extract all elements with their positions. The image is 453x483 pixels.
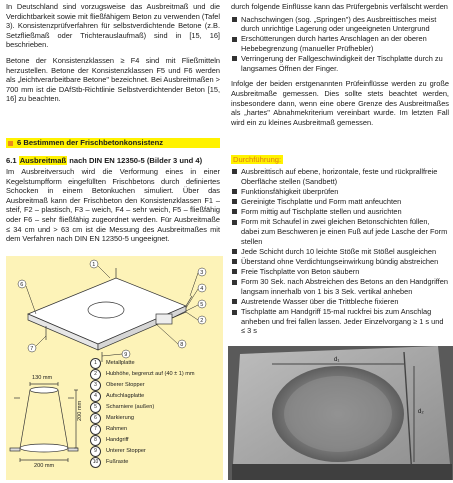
- bullet-icon: [232, 169, 237, 174]
- legend-item: 10 Fußraste: [90, 457, 195, 468]
- procedure-heading: Durchführung:: [233, 155, 282, 164]
- bullet-icon: [232, 299, 237, 304]
- svg-text:8: 8: [180, 342, 184, 348]
- bullet-icon: [232, 280, 237, 285]
- legend-item: 7 Rahmen: [90, 424, 195, 435]
- list-item: Funktionsfähigkeit überprüfen: [231, 187, 449, 197]
- d2-label: d₂: [418, 409, 424, 415]
- svg-text:7: 7: [30, 346, 34, 352]
- flow-table-diagram: [6, 256, 223, 480]
- spread-test-photo: [228, 346, 453, 480]
- bullet-icon: [232, 56, 237, 61]
- legend-item: 3 Oberer Stopper: [90, 380, 195, 391]
- svg-text:5: 5: [200, 302, 204, 308]
- subsection-paragraph: Im Ausbreitversuch wird die Verformung eines in einer Kegelstumpfform eingefüllten Frischbetons durch definiertes Schocken in einem Betonkuchen simuliert. Über das Ausbreitmaß kann der Frischbeton den Konsistenzklassen F1 – steif, F2 – plastisch, F3 – weich, F4 – sehr weich, F5 – fließfähig oder F6 – sehr fließfähig zugeordnet werden. Für Ausbreitmaße ≤ 34 cm und > 63 cm ist die Messung des Ausbreitmaßes mit dem Verfahren nach DIN EN 12350-5 ungeeignet.: [6, 167, 220, 244]
- list-item: Verringerung der Fallgeschwindigkeit der Tischplatte durch zu langsames Öffnen der Finger.: [231, 54, 449, 73]
- bullet-icon: [232, 37, 237, 42]
- legend-item: 5 Scharniere (außen): [90, 402, 195, 413]
- bullet-icon: [232, 259, 237, 264]
- bullet-icon: [232, 209, 237, 214]
- bullet-icon: [232, 269, 237, 274]
- list-item: Jede Schicht durch 10 leichte Stöße mit Stößel ausgleichen: [231, 247, 449, 257]
- bullet-icon: [232, 249, 237, 254]
- list-item: Tischplatte am Handgriff 15-mal ruckfrei bis zum Anschlag anheben und frei fallen lassen. Jeder Einzelvorgang ≥ 1 s und ≤ 3 s: [231, 307, 449, 336]
- figure-legend: [90, 358, 195, 468]
- paragraph-intro-2: Betone der Konsistenzklassen ≥ F4 sind mit Fließmitteln herzustellen. Betone der Konsistenzklassen F5 und F6 werden als „leichtverarbeitbare Betone" bezeichnet. Bei Ausbreitmaßen > 700 mm ist die DAfStb-Richtlinie Selbstverdichtender Beton [15, 16] zu beachten.: [6, 55, 220, 104]
- influence-list: [231, 15, 449, 74]
- paragraph-intro-1: In Deutschland sind vorzugsweise das Ausbreitmaß und die Verdichtbarkeit sowie mit fließfähigem Beton zu verwenden (Tafel 3). Konsistenzprüfverfahren für selbstverdichtende Betone (z.B. Setzfließmaß oder Trichterauslaufmaß) sind in [15, 16] beschrieben.: [6, 2, 220, 50]
- left-column-intro: [6, 2, 220, 110]
- bullet-icon: [232, 17, 237, 22]
- subsection-keyword: Ausbreitmaß: [19, 156, 67, 165]
- list-item: Austretende Wasser über die Trittbleche fixieren: [231, 297, 449, 307]
- svg-text:4: 4: [200, 286, 204, 292]
- legend-item: 2 Hubhöhe, begrenzt auf (40 ± 1) mm: [90, 369, 195, 380]
- legend-item: 6 Markierung: [90, 413, 195, 424]
- svg-text:2: 2: [200, 318, 204, 324]
- list-item: Form mit Schaufel in zwei gleichen Betonschichten füllen, dabei zum Beschweren je einen Fuß auf jede Lasche der Form stellen: [231, 217, 449, 246]
- dimension-top: 130 mm: [32, 375, 53, 381]
- bullet-icon: [232, 220, 237, 225]
- list-item: Form mittig auf Tischplatte stellen und ausrichten: [231, 207, 449, 217]
- bullet-icon: [232, 199, 237, 204]
- svg-text:1: 1: [92, 262, 96, 268]
- right-column: [231, 2, 449, 133]
- section-heading: 6 Bestimmen der Frischbetonkonsistenz: [6, 138, 220, 148]
- subsection-heading: 6.1 Ausbreitmaß nach DIN EN 12350-5 (Bilder 3 und 4): [6, 156, 203, 165]
- bullet-icon: [232, 310, 237, 315]
- d1-label: d₁: [334, 357, 340, 363]
- list-item: Form 30 Sek. nach Abstreichen des Betons an den Handgriffen langsam innerhalb von 1 bis 3 Sek. vertikal anheben: [231, 277, 449, 296]
- dimension-side: 200 mm: [77, 400, 83, 421]
- legend-item: 9 Unterer Stopper: [90, 446, 195, 457]
- list-item: Ausbreittisch auf ebene, horizontale, feste und rückprallfreie Oberfläche stellen (Sandbett): [231, 167, 449, 186]
- legend-item: 4 Aufschlagplatte: [90, 391, 195, 402]
- list-item: Erschütterungen durch hartes Anschlagen an der oberen Hebebegrenzung (manueller Prüfhebler): [231, 34, 449, 53]
- legend-item: 8 Handgriff: [90, 435, 195, 446]
- svg-text:9: 9: [124, 352, 128, 358]
- list-item: Überstand ohne Verdichtungseinwirkung bündig abstreichen: [231, 257, 449, 267]
- svg-text:6: 6: [20, 282, 24, 288]
- list-item: Nachschwingen (sog. „Springen") des Ausbreittisches meist durch unrichtige Lagerung oder ungeeigneten Untergrund: [231, 15, 449, 34]
- right-paragraph: Infolge der beiden erstgenannten Prüfeinflüsse werden zu große Ausbreitmaße gemessen. Dies sollte stets beachtet werden, insbesondere dann, wenn eine obere Grenze des Ausbreitmaßes als „hartes" Abnahmekriterium vereinbart wurde. Im letzten Fall wird ein zu kleines Ausbreitmaß gemessen.: [231, 79, 449, 127]
- svg-text:3: 3: [200, 270, 204, 276]
- procedure-steps: [231, 167, 449, 337]
- list-item: Gereinigte Tischplatte und Form matt anfeuchten: [231, 197, 449, 207]
- list-item: Freie Tischplatte von Beton säubern: [231, 267, 449, 277]
- bullet-icon: [232, 189, 237, 194]
- right-intro: durch folgende Einflüsse kann das Prüfergebnis verfälscht werden: [231, 2, 448, 11]
- legend-item: 1 Metallplatte: [90, 358, 195, 369]
- table-plate: [28, 278, 186, 344]
- section-marker-icon: [8, 141, 13, 146]
- dimension-bottom: 200 mm: [34, 463, 55, 469]
